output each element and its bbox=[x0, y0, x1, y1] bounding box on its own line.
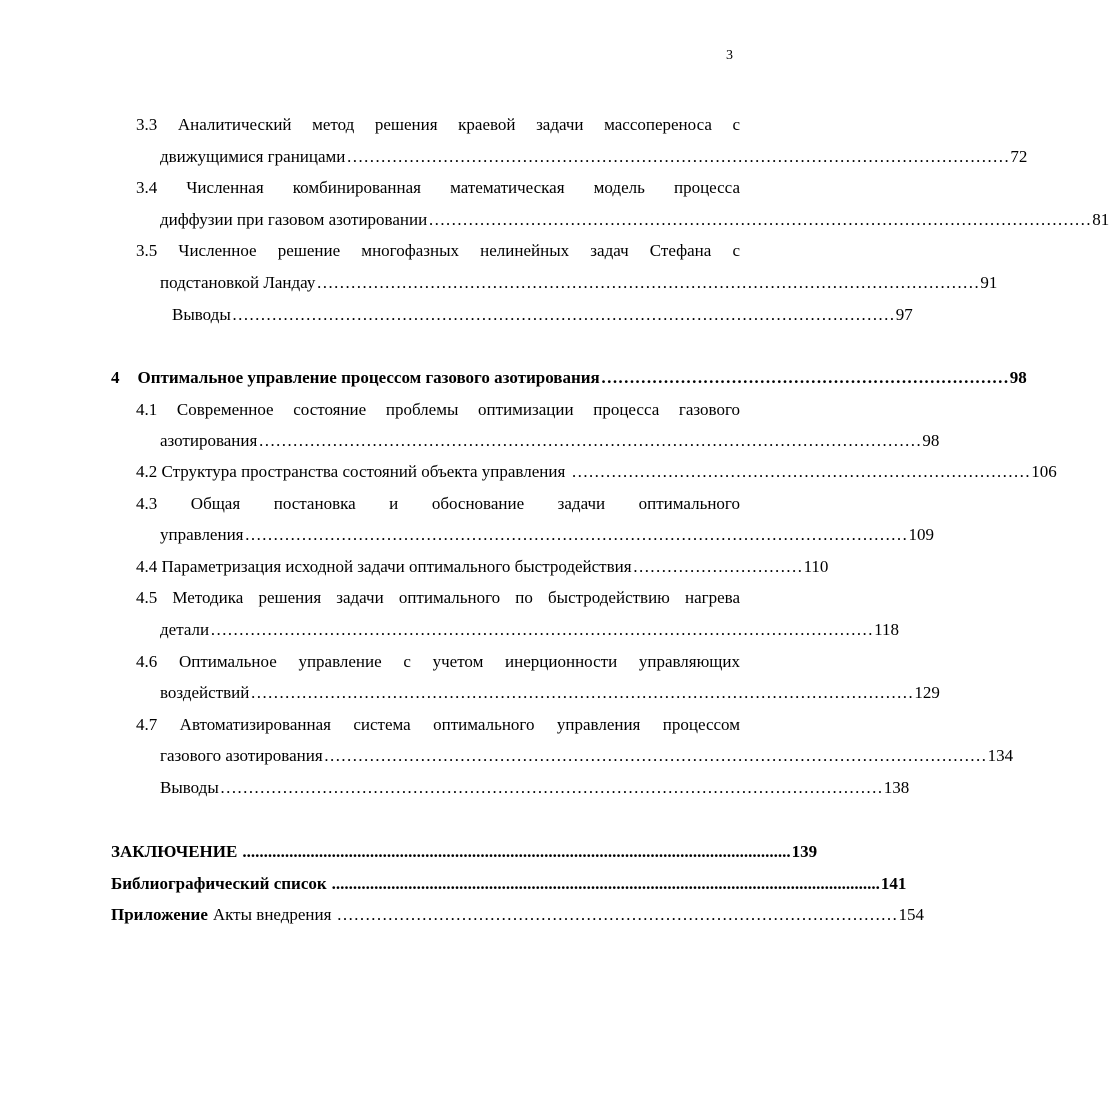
toc-entry-3-4 bbox=[160, 210, 1109, 232]
dot-leader: ................................................................................................................................. bbox=[242, 842, 791, 861]
toc-entry-4-2-text: 4.2 Структура пространства состояний объекта управления bbox=[136, 462, 566, 481]
dot-leader: ……………………………………………………………………………………………………… bbox=[219, 778, 883, 797]
toc-entry-4-3-title: 4.3 Общая постановка и обоснование задачи оптимального bbox=[136, 494, 740, 513]
toc-entry-4-5-page: 118 bbox=[874, 620, 899, 639]
toc-entry-4-3-page: 109 bbox=[908, 525, 934, 544]
toc-entry-4-6-page: 129 bbox=[914, 683, 940, 702]
toc-appendix-page: 154 bbox=[898, 905, 924, 924]
toc-entry-4-3-text: управления bbox=[160, 525, 244, 544]
toc-entry-4-5 bbox=[160, 620, 899, 642]
toc-entry-4-5-text: детали bbox=[160, 620, 210, 639]
toc-entry-3-3 bbox=[160, 147, 1028, 169]
toc-appendix-text: Акты внедрения bbox=[212, 905, 332, 924]
toc-entry-conclusions-4 bbox=[160, 778, 910, 800]
toc-entry-4-1-page: 98 bbox=[922, 431, 940, 450]
dot-leader: ……………………………………………………………………………………………………… bbox=[210, 620, 874, 639]
toc-entry-3-5-page: 91 bbox=[980, 273, 998, 292]
toc-entry-3-5 bbox=[160, 273, 998, 295]
toc-entry-3-3-title: 3.3 Аналитический метод решения краевой задачи массопереноса с bbox=[136, 115, 740, 134]
dot-leader: ……………………………………………………………………… bbox=[571, 462, 1031, 481]
toc-bibliography-text: Библиографический список bbox=[111, 874, 327, 893]
toc-entry-3-4-title: 3.4 Численная комбинированная математическая модель процесса bbox=[136, 178, 740, 197]
toc-entry-4-1 bbox=[160, 431, 940, 453]
toc-entry-4-4-text: 4.4 Параметризация исходной задачи оптимального быстродействия bbox=[136, 557, 632, 576]
toc-entry-4-6-text: воздействий bbox=[160, 683, 250, 702]
toc-entry-4-7 bbox=[160, 746, 1014, 768]
toc-entry-conclusions-3-page: 97 bbox=[895, 305, 913, 324]
toc-entry-conclusions-3-text: Выводы bbox=[172, 305, 231, 324]
toc-entry-4-4 bbox=[136, 557, 829, 579]
dot-leader: ……………………………………………………………………………………………………… bbox=[428, 210, 1092, 229]
toc-entry-4-7-title: 4.7 Автоматизированная система оптимального управления процессом bbox=[136, 715, 740, 734]
toc-entry-conclusions-4-page: 138 bbox=[883, 778, 910, 797]
page-number: 3 bbox=[726, 48, 733, 63]
toc-entry-4-2-page: 106 bbox=[1031, 462, 1057, 481]
toc-bibliography bbox=[111, 874, 907, 896]
toc-entry-3-3-page: 72 bbox=[1010, 147, 1028, 166]
toc-conclusion-page: 139 bbox=[791, 842, 818, 861]
toc-entry-4-1-title: 4.1 Современное состояние проблемы оптимизации процесса газового bbox=[136, 400, 740, 419]
toc-chapter-4 bbox=[111, 368, 1027, 390]
toc-entry-4-7-page: 134 bbox=[987, 746, 1014, 765]
dot-leader: ……………………………………………………………………………………………………… bbox=[316, 273, 980, 292]
toc-entry-4-5-title: 4.5 Методика решения задачи оптимального по быстродействию нагрева bbox=[136, 588, 740, 607]
toc-chapter-4-page: 98 bbox=[1009, 368, 1027, 387]
dot-leader: ……………………………………………………………………………………………………… bbox=[244, 525, 908, 544]
dot-leader: ……………………………………………………………………………………… bbox=[336, 905, 898, 924]
toc-entry-3-5-title: 3.5 Численное решение многофазных нелинейных задач Стефана с bbox=[136, 241, 740, 260]
toc-entry-3-4-text: диффузии при газовом азотировании bbox=[160, 210, 428, 229]
toc-entry-3-3-text: движущимися границами bbox=[160, 147, 346, 166]
toc-bibliography-page: 141 bbox=[880, 874, 907, 893]
dot-leader: ……………………………………………………………………………………………………… bbox=[250, 683, 914, 702]
dot-leader: ……………………………………………………………………………………………………… bbox=[346, 147, 1010, 166]
dot-leader: ……………………………………………………………………………………………………… bbox=[258, 431, 922, 450]
toc-entry-4-4-page: 110 bbox=[803, 557, 829, 576]
toc-entry-4-1-text: азотирования bbox=[160, 431, 258, 450]
toc-entry-4-2 bbox=[136, 462, 1057, 484]
toc-entry-conclusions-4-text: Выводы bbox=[160, 778, 219, 797]
dot-leader: ................................................................................................................................. bbox=[331, 874, 880, 893]
toc-chapter-4-number: 4 bbox=[111, 368, 120, 387]
toc-entry-4-7-text: газового азотирования bbox=[160, 746, 323, 765]
toc-appendix bbox=[111, 905, 924, 927]
dot-leader: ……………………………………………………………… bbox=[600, 368, 1009, 387]
toc-chapter-4-title: Оптимальное управление процессом газового азотирования bbox=[137, 368, 600, 387]
toc-conclusion bbox=[111, 842, 818, 864]
dot-leader: ……………………………………………………………………………………………………… bbox=[231, 305, 895, 324]
toc-conclusion-text: ЗАКЛЮЧЕНИЕ bbox=[111, 842, 238, 861]
dot-leader: ………………………… bbox=[632, 557, 803, 576]
toc-entry-4-6 bbox=[160, 683, 940, 705]
toc-appendix-label: Приложение bbox=[111, 905, 208, 924]
toc-entry-conclusions-3 bbox=[172, 305, 913, 327]
toc-entry-4-3 bbox=[160, 525, 934, 547]
dot-leader: ……………………………………………………………………………………………………… bbox=[323, 746, 987, 765]
toc-entry-3-5-text: подстановкой Ландау bbox=[160, 273, 316, 292]
toc-entry-3-4-page: 81 bbox=[1092, 210, 1109, 229]
toc-entry-4-6-title: 4.6 Оптимальное управление с учетом инерционности управляющих bbox=[136, 652, 740, 671]
